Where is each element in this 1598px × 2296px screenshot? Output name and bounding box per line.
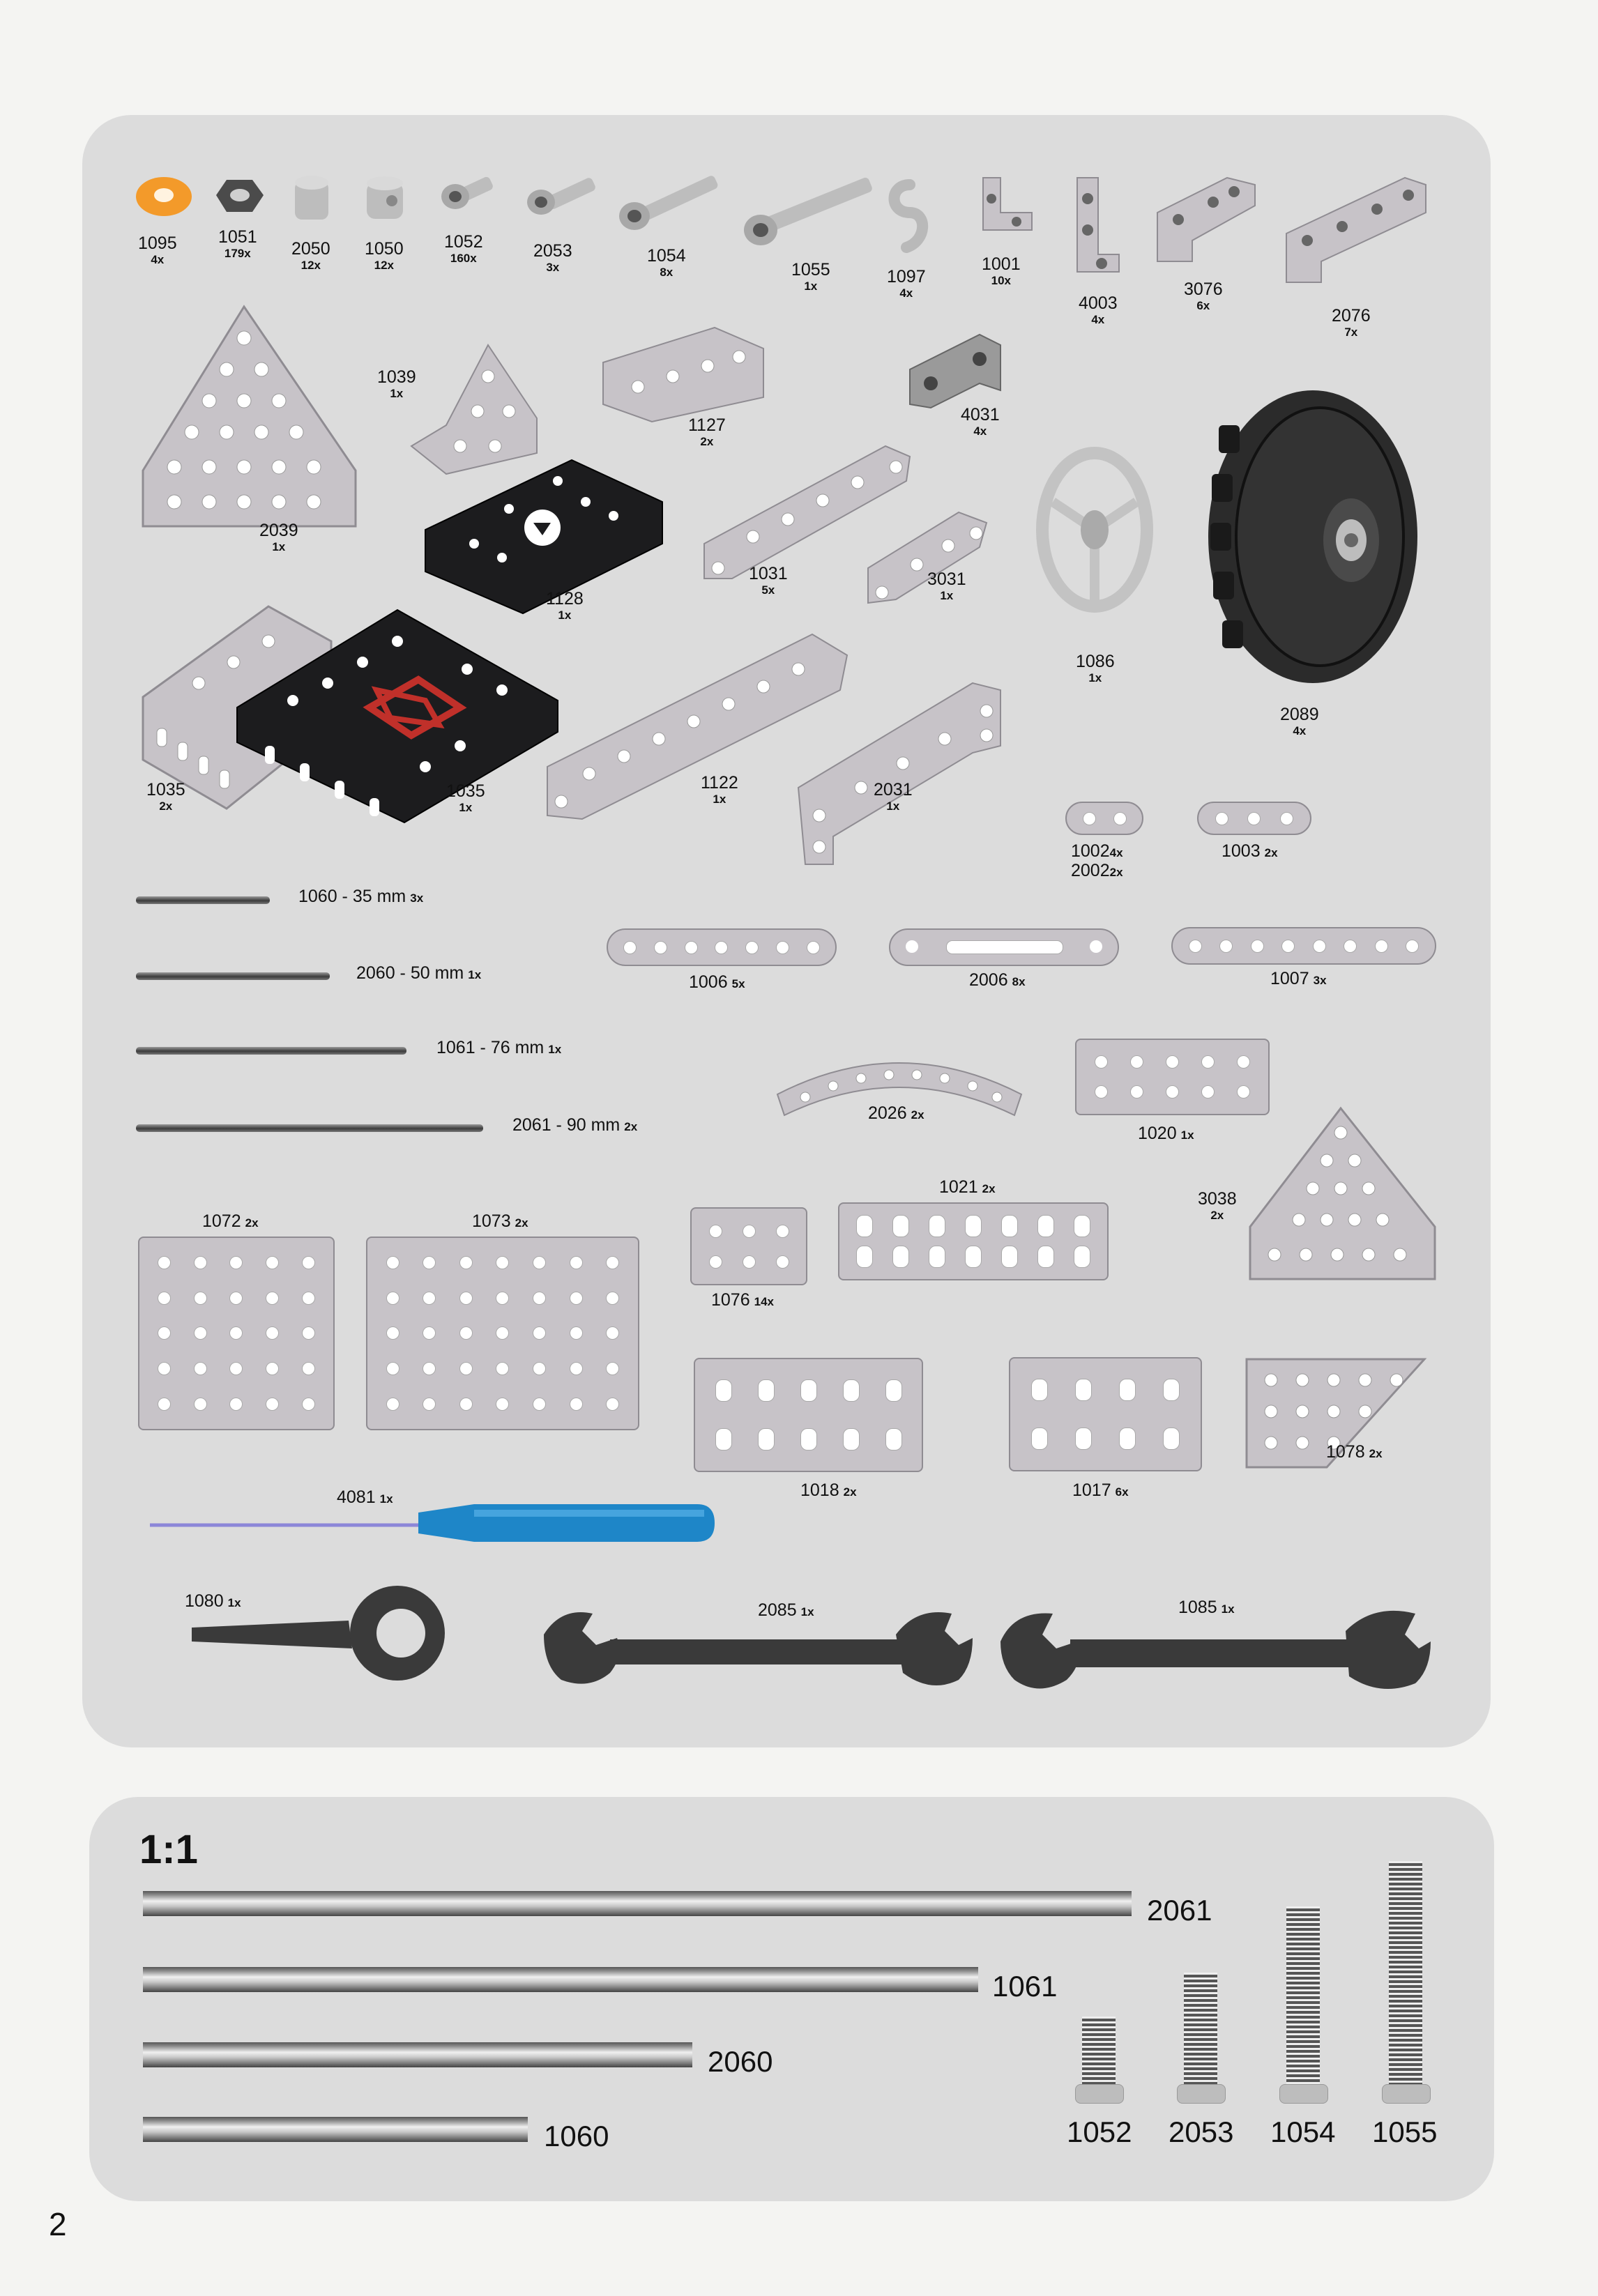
part-label: 1007 3x — [1270, 969, 1327, 988]
part-label: 2050 12x — [291, 239, 330, 272]
steering-wheel-1086-icon — [1032, 446, 1157, 634]
page-number: 2 — [49, 2206, 67, 2242]
bolt-1054-icon — [614, 167, 718, 237]
part-label: 1080 1x — [185, 1591, 241, 1611]
part-label: 1055 1x — [791, 260, 830, 293]
scale-rod-label: 2060 — [708, 2045, 773, 2078]
scale-rod-1061 — [143, 1967, 978, 1992]
part-label: 1085 1x — [1178, 1598, 1235, 1617]
flexible-plate-1017-icon — [1009, 1357, 1202, 1471]
part-label: 3038 2x — [1198, 1189, 1237, 1222]
part-label: 1018 2x — [800, 1480, 857, 1500]
strip-1002-icon — [1065, 802, 1143, 835]
double-bracket-3076-icon — [1150, 171, 1262, 268]
triangle-plate-3038-icon — [1247, 1105, 1438, 1283]
strip-1003-icon — [1197, 802, 1311, 835]
part-label: 4031 4x — [961, 405, 1000, 438]
scale-screw-head — [1382, 2084, 1431, 2104]
axle-rod-1060 — [136, 896, 270, 904]
spacer-2050-icon — [289, 173, 335, 225]
part-label: 1076 14x — [711, 1290, 774, 1310]
slotted-strip-2006-icon — [889, 928, 1119, 966]
strip-1006-icon — [607, 928, 837, 966]
nut-1051-icon — [209, 174, 268, 220]
flat-plate-1073-icon — [366, 1237, 639, 1430]
scale-rod-1060 — [143, 2117, 528, 2142]
washer-1095-icon — [132, 174, 195, 220]
scale-rod-2061 — [143, 1891, 1132, 1916]
axle-rod-1061 — [136, 1047, 406, 1055]
part-label: 2006 8x — [969, 970, 1026, 990]
part-label: 10024x 20022x — [1071, 841, 1123, 880]
part-label: 2076 7x — [1332, 306, 1371, 339]
part-label: 1086 1x — [1076, 652, 1115, 684]
bolt-1055-icon — [736, 167, 875, 251]
part-label: 3076 6x — [1184, 280, 1223, 312]
black-flanged-plate-1035-icon — [230, 603, 565, 833]
scale-screw-2053 — [1184, 1973, 1217, 2085]
part-label: 2026 2x — [868, 1103, 924, 1123]
scale-screw-label: 1054 — [1270, 2115, 1336, 2148]
part-label: 1078 2x — [1326, 1442, 1383, 1462]
angle-bracket-4003-icon — [1063, 171, 1126, 282]
scale-rod-2060 — [143, 2042, 692, 2067]
part-label: 2061 - 90 mm 2x — [512, 1115, 638, 1135]
scale-screw-head — [1177, 2084, 1226, 2104]
scale-rod-label: 2061 — [1147, 1894, 1212, 1927]
part-label: 1035 2x — [146, 780, 185, 813]
part-label: 1061 - 76 mm 1x — [436, 1038, 562, 1057]
part-label: 2089 4x — [1280, 705, 1319, 737]
angle-girder-2076-icon — [1279, 171, 1433, 289]
part-label: 1051 179x — [218, 227, 257, 260]
axle-rod-2061 — [136, 1124, 483, 1132]
part-label: 3031 1x — [927, 569, 966, 602]
part-label: 1122 1x — [701, 773, 738, 806]
scale-rod-label: 1060 — [544, 2120, 609, 2152]
wheel-2089-icon — [1198, 383, 1428, 690]
part-label: 1095 4x — [138, 234, 177, 266]
flat-plate-1072-icon — [138, 1237, 335, 1430]
part-label: 1128 1x — [546, 589, 584, 622]
bolt-1052-icon — [436, 170, 499, 215]
flexible-plate-1021-icon — [838, 1202, 1109, 1280]
spanner-1080-icon — [188, 1582, 460, 1687]
part-label: 1097 4x — [887, 267, 926, 300]
part-label: 1060 - 35 mm 3x — [298, 887, 424, 906]
strip-1007-icon — [1171, 927, 1436, 965]
small-plate-1076-icon — [690, 1207, 807, 1285]
part-label: 2060 - 50 mm 1x — [356, 963, 482, 983]
flanged-plate-1127-icon — [596, 321, 770, 425]
part-label: 2085 1x — [758, 1600, 814, 1620]
angle-bracket-1001-icon — [969, 171, 1039, 240]
part-label: 2039 1x — [259, 521, 298, 553]
part-label: 1003 2x — [1222, 841, 1278, 861]
part-label: 1031 5x — [749, 564, 788, 597]
part-label: 1020 1x — [1138, 1124, 1194, 1143]
scale-screw-label: 1052 — [1067, 2115, 1132, 2148]
bolt-2053-icon — [522, 170, 598, 222]
wrench-1085-icon — [997, 1603, 1433, 1701]
scale-screw-1054 — [1286, 1906, 1320, 2085]
part-label: 4081 1x — [337, 1487, 393, 1507]
flexible-plate-1020-icon — [1075, 1039, 1270, 1115]
part-label: 4003 4x — [1079, 293, 1118, 326]
wrench-2085-icon — [540, 1600, 973, 1701]
hook-1097-icon — [885, 171, 934, 261]
scale-screw-1055 — [1389, 1861, 1422, 2085]
triangle-plate-2039-icon — [139, 303, 363, 533]
black-flanged-plate-1128-icon — [418, 453, 669, 627]
part-label: 1001 10x — [982, 254, 1021, 287]
scale-screw-head — [1279, 2084, 1328, 2104]
scale-rod-label: 1061 — [992, 1970, 1058, 2003]
part-label: 1035 1x — [446, 781, 485, 814]
axle-rod-2060 — [136, 972, 330, 980]
scale-screw-head — [1075, 2084, 1124, 2104]
scale-screw-label: 2053 — [1169, 2115, 1234, 2148]
part-label: 1127 2x — [688, 415, 726, 448]
part-label: 1006 5x — [689, 972, 745, 992]
flexible-plate-1018-icon — [694, 1358, 923, 1472]
scale-screw-label: 1055 — [1372, 2115, 1438, 2148]
scale-title: 1:1 — [139, 1827, 198, 1872]
part-label: 1050 12x — [365, 239, 404, 272]
part-label: 1072 2x — [202, 1211, 259, 1231]
part-label: 1052 160x — [444, 232, 483, 265]
part-label: 1021 2x — [939, 1177, 996, 1197]
screwdriver-4081-icon — [146, 1485, 718, 1554]
part-label: 1073 2x — [472, 1211, 528, 1231]
scale-screw-1052 — [1082, 2016, 1116, 2086]
part-label: 1054 8x — [647, 246, 686, 279]
part-label: 2031 1x — [874, 780, 913, 813]
double-bracket-2031-icon — [791, 669, 1014, 871]
part-label: 2053 3x — [533, 241, 572, 274]
part-label: 1039 1x — [377, 367, 416, 400]
part-label: 1017 6x — [1072, 1480, 1129, 1500]
collar-1050-icon — [361, 173, 410, 225]
